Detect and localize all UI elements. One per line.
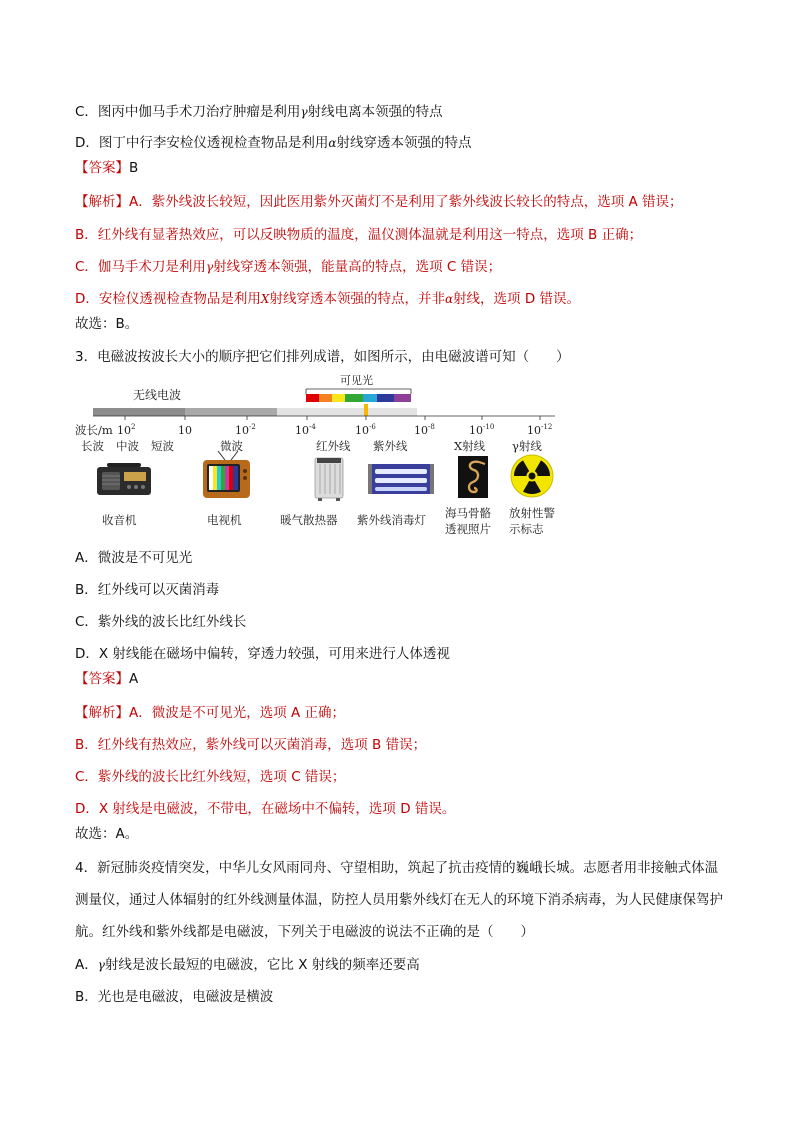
question-4-stem: 4．新冠肺炎疫情突发，中华儿女风雨同舟、守望相助，筑起了抗击疫情的巍峨长城。志愿者用非接触式体温测量仪，通过人体辐射的红外线测量体温，防控人员用紫外线灯在无人的环境下消杀病毒，为人民健康保驾护航。红外线和紫外线都是电磁波，下列关于电磁波的说法不正确的是（ ） bbox=[75, 860, 723, 940]
radiation-icon bbox=[511, 455, 553, 497]
q4-option-a-post: 射线是波长最短的电磁波，它比 X 射线的频率还要高 bbox=[104, 957, 420, 973]
q3-option-c: C．紫外线的波长比红外线长 bbox=[75, 614, 247, 630]
tick-label: 10 bbox=[178, 424, 192, 437]
question-3-stem: 3．电磁波按波长大小的顺序把它们排列成谱，如图所示，由电磁波谱可知（ ） bbox=[75, 349, 570, 365]
analysis-d-post: 射线，选项 D 错误。 bbox=[453, 291, 581, 307]
band-label: X射线 bbox=[454, 439, 486, 453]
device-label: 紫外线消毒灯 bbox=[357, 513, 426, 527]
gamma-symbol: γ bbox=[97, 958, 105, 972]
svg-text:10-10 bbox=[469, 423, 494, 437]
analysis-c-q3: C．紫外线的波长比红外线短，选项 C 错误； bbox=[75, 769, 346, 785]
axis-ticks bbox=[125, 416, 540, 420]
visible-bracket bbox=[306, 389, 411, 394]
band-labels bbox=[81, 439, 542, 453]
analysis-d-pre: D．安检仪透视检查物品是利用 bbox=[75, 291, 261, 307]
visible-violet bbox=[394, 394, 411, 402]
uv-lamp-icon bbox=[368, 464, 434, 494]
tick-exp: -10 bbox=[483, 423, 495, 431]
visible-green bbox=[345, 394, 363, 402]
option-d-prev bbox=[75, 134, 472, 152]
option-c-end: 射线电离本领强的特点 bbox=[307, 104, 443, 120]
gamma-symbol: γ bbox=[205, 260, 214, 274]
visible-cyan bbox=[363, 394, 377, 402]
visible-marker bbox=[364, 404, 368, 416]
band-label: 长波 bbox=[81, 439, 104, 453]
q4-option-a bbox=[75, 956, 420, 974]
tick-label: 10 bbox=[527, 424, 541, 437]
analysis-c-post: 射线穿透本领强，能量高的特点，选项 C 错误； bbox=[213, 259, 502, 275]
analysis-tag: 【解析】 bbox=[75, 194, 129, 210]
analysis-text: A．微波是不可见光，选项 A 正确； bbox=[129, 705, 346, 721]
device-label: 暖气散热器 bbox=[280, 513, 338, 527]
analysis-d-mid: 射线穿透本领强的特点，并非 bbox=[269, 291, 445, 307]
device-label: 收音机 bbox=[102, 513, 137, 527]
answer-value: B bbox=[129, 160, 139, 176]
analysis-tag: 【解析】 bbox=[75, 705, 129, 721]
svg-text:102 bbox=[117, 423, 135, 437]
option-c-prev bbox=[75, 103, 443, 121]
microwave-band bbox=[185, 408, 277, 416]
radio-band bbox=[93, 408, 185, 416]
analysis-b-q3: B．红外线有热效应，紫外线可以灭菌消毒，选项 B 错误； bbox=[75, 737, 427, 753]
analysis-b-q2: B．红外线有显著热效应，可以反映物质的温度，温仪测体温就是利用这一特点，选项 B 正确； bbox=[75, 227, 643, 243]
em-spectrum-diagram bbox=[75, 372, 575, 540]
analysis-c-pre: C．伽马手术刀是利用 bbox=[75, 259, 206, 275]
x-symbol: X bbox=[260, 292, 270, 306]
band-label: 中波 bbox=[116, 439, 139, 453]
analysis-text: A．紫外线波长较短，因此医用紫外灭菌灯不是利用了紫外线波长较长的特点，选项 A 错误； bbox=[129, 194, 683, 210]
device-label: 示标志 bbox=[509, 522, 544, 536]
radio-icon bbox=[97, 463, 151, 495]
axis-label: 波长/m bbox=[75, 423, 113, 437]
tick-labels bbox=[117, 423, 552, 437]
device-label: 海马骨骼 bbox=[445, 506, 491, 520]
band-label: 微波 bbox=[220, 439, 243, 453]
analysis-a-q3 bbox=[75, 704, 345, 722]
alpha-symbol: α bbox=[328, 136, 337, 150]
tick-exp: -4 bbox=[309, 423, 316, 431]
device-label: 电视机 bbox=[207, 513, 242, 527]
device-labels bbox=[102, 506, 555, 536]
q4-option-a-pre: A． bbox=[75, 957, 98, 973]
svg-text:10-4 bbox=[295, 423, 316, 437]
analysis-a-q2 bbox=[75, 193, 683, 211]
device-label: 放射性警 bbox=[509, 506, 555, 520]
q3-option-b: B．红外线可以灭菌消毒 bbox=[75, 582, 220, 598]
tick-exp: 2 bbox=[131, 423, 136, 431]
band-label: 短波 bbox=[151, 439, 174, 453]
answer-value: A bbox=[129, 671, 139, 687]
alpha-symbol: α bbox=[444, 292, 454, 306]
analysis-c-q2 bbox=[75, 258, 501, 276]
visible-light-label: 可见光 bbox=[340, 374, 373, 387]
final-answer-q3: 故选：A。 bbox=[75, 826, 139, 842]
answer-tag: 【答案】 bbox=[75, 160, 129, 176]
option-d-text: D．图丁中行李安检仪透视检查物品是利用 bbox=[75, 135, 329, 151]
visible-yellow bbox=[332, 394, 345, 402]
gamma-symbol: γ bbox=[300, 105, 308, 119]
tick-exp: -12 bbox=[541, 423, 553, 431]
svg-text:10-8 bbox=[414, 423, 435, 437]
tick-exp: -2 bbox=[249, 423, 256, 431]
option-c-text: C．图丙中伽马手术刀治疗肿瘤是利用 bbox=[75, 104, 301, 120]
analysis-d-q3: D．X 射线是电磁波，不带电，在磁场中不偏转，选项 D 错误。 bbox=[75, 801, 456, 817]
final-answer-q2: 故选：B。 bbox=[75, 316, 139, 332]
tv-icon bbox=[203, 451, 250, 498]
answer-line-q2 bbox=[75, 159, 138, 177]
tick-label: 10 bbox=[117, 424, 131, 437]
svg-text:10-2 bbox=[235, 423, 256, 437]
tick-exp: -6 bbox=[369, 423, 376, 431]
tick-label: 10 bbox=[295, 424, 309, 437]
svg-text:10 bbox=[178, 424, 192, 437]
visible-red bbox=[306, 394, 319, 402]
band-label: 紫外线 bbox=[373, 439, 408, 453]
answer-line-q3 bbox=[75, 670, 138, 688]
tick-label: 10 bbox=[414, 424, 428, 437]
q4-option-b: B．光也是电磁波，电磁波是横波 bbox=[75, 989, 274, 1005]
option-d-end: 射线穿透本领强的特点 bbox=[336, 135, 472, 151]
svg-text:10-12 bbox=[527, 423, 552, 437]
q3-option-d: D．X 射线能在磁场中偏转，穿透力较强，可用来进行人体透视 bbox=[75, 646, 450, 662]
tick-exp: -8 bbox=[428, 423, 435, 431]
tick-label: 10 bbox=[355, 424, 369, 437]
light-band bbox=[277, 408, 417, 416]
seahorse-xray-icon bbox=[458, 456, 488, 498]
visible-orange bbox=[319, 394, 332, 402]
device-label: 透视照片 bbox=[445, 522, 491, 536]
radio-wave-label: 无线电波 bbox=[133, 388, 182, 402]
band-label: γ射线 bbox=[512, 439, 542, 453]
tick-label: 10 bbox=[235, 424, 249, 437]
q3-option-a: A．微波是不可见光 bbox=[75, 550, 193, 566]
analysis-d-q2 bbox=[75, 290, 580, 308]
visible-blue bbox=[377, 394, 394, 402]
heater-icon bbox=[315, 458, 343, 501]
svg-text:10-6 bbox=[355, 423, 376, 437]
band-label: 红外线 bbox=[316, 439, 351, 453]
answer-tag: 【答案】 bbox=[75, 671, 129, 687]
tick-label: 10 bbox=[469, 424, 483, 437]
